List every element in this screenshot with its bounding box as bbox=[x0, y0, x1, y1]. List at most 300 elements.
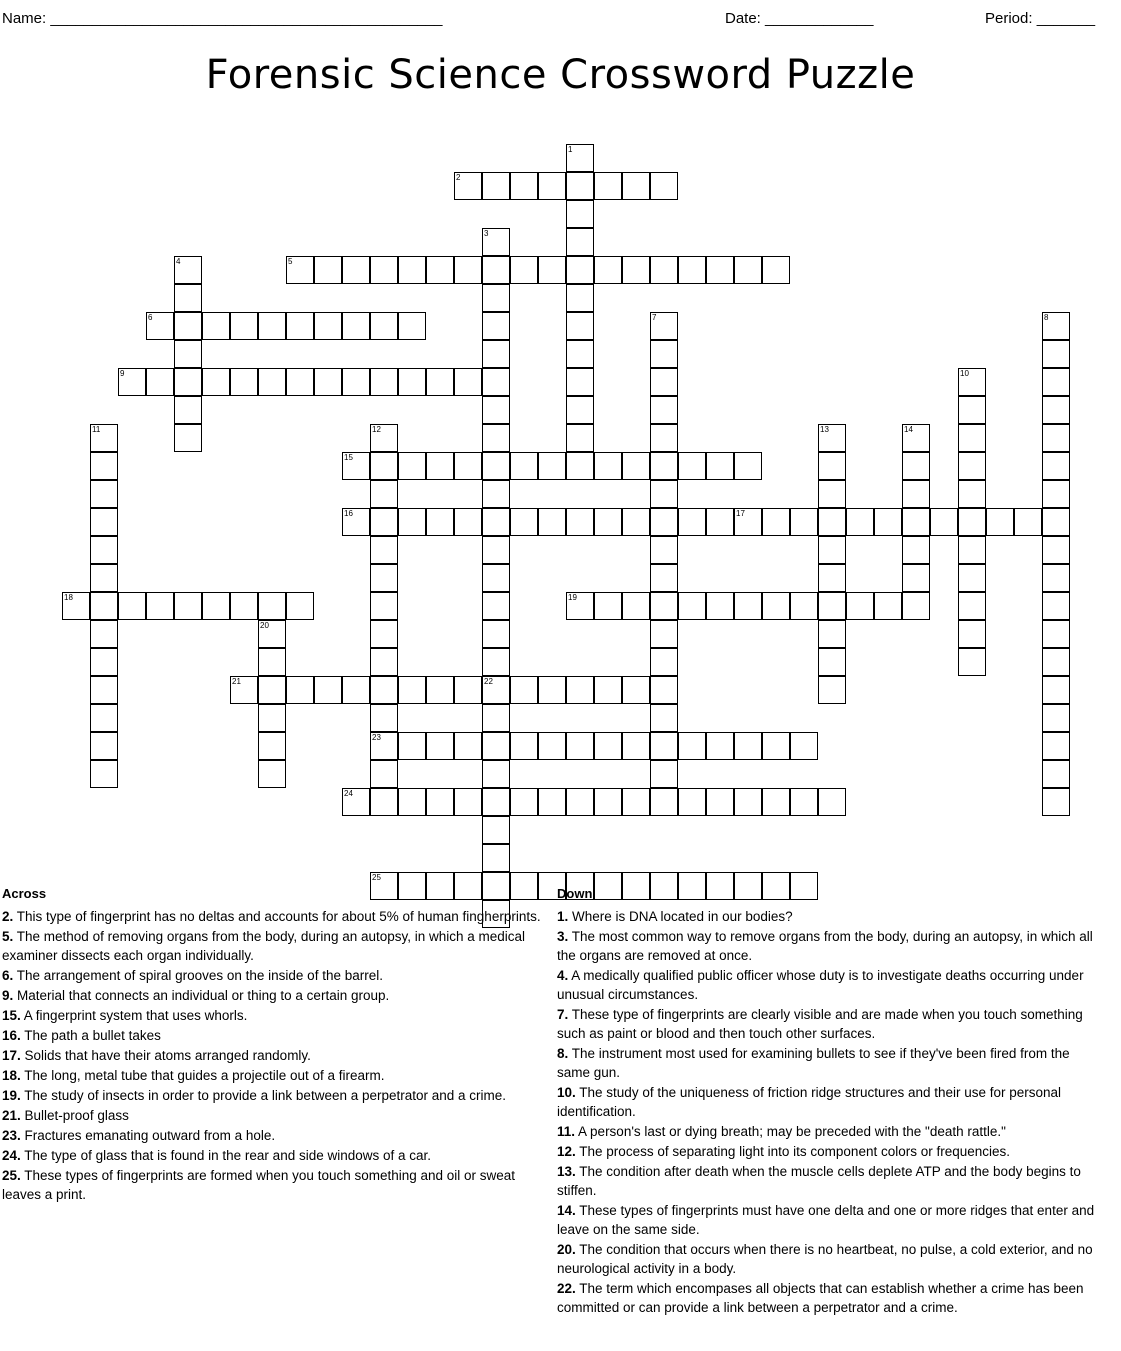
crossword-cell[interactable] bbox=[314, 676, 342, 704]
crossword-cell[interactable] bbox=[818, 480, 846, 508]
crossword-cell[interactable] bbox=[538, 452, 566, 480]
crossword-cell[interactable] bbox=[286, 676, 314, 704]
crossword-cell[interactable] bbox=[706, 788, 734, 816]
crossword-cell[interactable] bbox=[258, 592, 286, 620]
crossword-cell[interactable] bbox=[818, 648, 846, 676]
crossword-cell[interactable] bbox=[1042, 368, 1070, 396]
crossword-cell[interactable] bbox=[650, 648, 678, 676]
crossword-cell[interactable] bbox=[314, 312, 342, 340]
crossword-cell[interactable] bbox=[230, 312, 258, 340]
crossword-cell[interactable] bbox=[90, 704, 118, 732]
crossword-cell[interactable] bbox=[510, 732, 538, 760]
crossword-cell[interactable] bbox=[566, 452, 594, 480]
crossword-cell[interactable] bbox=[342, 676, 370, 704]
crossword-cell[interactable] bbox=[398, 732, 426, 760]
crossword-cell[interactable] bbox=[790, 592, 818, 620]
crossword-cell[interactable] bbox=[958, 452, 986, 480]
crossword-cell[interactable] bbox=[90, 648, 118, 676]
cell-number: 16 bbox=[344, 509, 353, 518]
crossword-cell[interactable] bbox=[902, 452, 930, 480]
crossword-cell[interactable] bbox=[650, 564, 678, 592]
crossword-cell[interactable] bbox=[734, 452, 762, 480]
crossword-cell[interactable] bbox=[1042, 536, 1070, 564]
crossword-cell[interactable] bbox=[286, 368, 314, 396]
crossword-cell[interactable] bbox=[594, 676, 622, 704]
cell-number: 17 bbox=[736, 509, 745, 518]
crossword-cell[interactable] bbox=[566, 732, 594, 760]
crossword-cell[interactable] bbox=[594, 256, 622, 284]
crossword-cell[interactable] bbox=[90, 536, 118, 564]
crossword-cell[interactable] bbox=[482, 732, 510, 760]
crossword-cell[interactable] bbox=[1042, 480, 1070, 508]
crossword-cell[interactable] bbox=[650, 424, 678, 452]
crossword-cell[interactable] bbox=[482, 312, 510, 340]
crossword-cell[interactable] bbox=[678, 508, 706, 536]
clue-text: The method of removing organs from the body, during an autopsy, in which a medical examiner dissects each organ individually. bbox=[2, 929, 526, 963]
crossword-cell[interactable] bbox=[90, 480, 118, 508]
crossword-cell[interactable] bbox=[1042, 396, 1070, 424]
crossword-cell[interactable] bbox=[426, 676, 454, 704]
cell-number: 5 bbox=[288, 257, 293, 266]
crossword-cell[interactable] bbox=[1042, 704, 1070, 732]
crossword-cell[interactable] bbox=[790, 732, 818, 760]
crossword-cell[interactable] bbox=[482, 424, 510, 452]
crossword-cell[interactable] bbox=[734, 256, 762, 284]
crossword-cell[interactable] bbox=[398, 508, 426, 536]
crossword-cell[interactable] bbox=[958, 480, 986, 508]
crossword-cell[interactable] bbox=[678, 732, 706, 760]
crossword-cell[interactable] bbox=[734, 508, 762, 536]
crossword-cell[interactable] bbox=[650, 788, 678, 816]
crossword-cell[interactable] bbox=[426, 452, 454, 480]
crossword-cell[interactable] bbox=[818, 536, 846, 564]
crossword-cell[interactable] bbox=[510, 788, 538, 816]
crossword-cell[interactable] bbox=[762, 788, 790, 816]
crossword-cell[interactable] bbox=[370, 536, 398, 564]
crossword-cell[interactable] bbox=[762, 732, 790, 760]
crossword-cell[interactable] bbox=[370, 508, 398, 536]
crossword-cell[interactable] bbox=[958, 368, 986, 396]
crossword-cell[interactable] bbox=[958, 424, 986, 452]
down-clue bbox=[557, 1240, 1102, 1278]
crossword-cell[interactable] bbox=[594, 592, 622, 620]
crossword-cell[interactable] bbox=[594, 788, 622, 816]
crossword-cell[interactable] bbox=[118, 592, 146, 620]
crossword-cell[interactable] bbox=[706, 508, 734, 536]
crossword-cell[interactable] bbox=[426, 256, 454, 284]
crossword-cell[interactable] bbox=[874, 508, 902, 536]
crossword-cell[interactable] bbox=[426, 508, 454, 536]
cell-number: 10 bbox=[960, 369, 969, 378]
crossword-cell[interactable] bbox=[566, 144, 594, 172]
crossword-cell[interactable] bbox=[1042, 424, 1070, 452]
crossword-cell[interactable] bbox=[958, 564, 986, 592]
clue-text: These types of fingerprints must have one delta and one or more ridges that enter and leave on the same side. bbox=[557, 1203, 1095, 1237]
crossword-cell[interactable] bbox=[902, 508, 930, 536]
crossword-cell[interactable] bbox=[622, 592, 650, 620]
crossword-cell[interactable] bbox=[622, 508, 650, 536]
crossword-cell[interactable] bbox=[454, 732, 482, 760]
clue-number: 16. bbox=[2, 1028, 21, 1043]
crossword-cell[interactable] bbox=[622, 256, 650, 284]
crossword-cell[interactable] bbox=[90, 676, 118, 704]
crossword-cell[interactable] bbox=[818, 592, 846, 620]
crossword-cell[interactable] bbox=[398, 452, 426, 480]
crossword-cell[interactable] bbox=[566, 200, 594, 228]
crossword-cell[interactable] bbox=[174, 256, 202, 284]
crossword-cell[interactable] bbox=[482, 564, 510, 592]
crossword-cell[interactable] bbox=[202, 312, 230, 340]
crossword-cell[interactable] bbox=[650, 396, 678, 424]
crossword-cell[interactable] bbox=[594, 172, 622, 200]
crossword-cell[interactable] bbox=[566, 676, 594, 704]
crossword-cell[interactable] bbox=[790, 508, 818, 536]
crossword-cell[interactable] bbox=[146, 312, 174, 340]
crossword-cell[interactable] bbox=[314, 256, 342, 284]
crossword-cell[interactable] bbox=[370, 256, 398, 284]
crossword-cell[interactable] bbox=[286, 592, 314, 620]
crossword-cell[interactable] bbox=[482, 788, 510, 816]
crossword-cell[interactable] bbox=[818, 508, 846, 536]
cell-number: 18 bbox=[64, 593, 73, 602]
crossword-cell[interactable] bbox=[986, 508, 1014, 536]
crossword-cell[interactable] bbox=[258, 760, 286, 788]
crossword-cell[interactable] bbox=[342, 256, 370, 284]
crossword-cell[interactable] bbox=[734, 592, 762, 620]
crossword-cell[interactable] bbox=[902, 480, 930, 508]
crossword-cell[interactable] bbox=[538, 676, 566, 704]
crossword-cell[interactable] bbox=[482, 648, 510, 676]
crossword-cell[interactable] bbox=[566, 256, 594, 284]
crossword-cell[interactable] bbox=[230, 368, 258, 396]
crossword-cell[interactable] bbox=[174, 396, 202, 424]
crossword-cell[interactable] bbox=[510, 676, 538, 704]
crossword-cell[interactable] bbox=[902, 564, 930, 592]
crossword-cell[interactable] bbox=[650, 312, 678, 340]
crossword-cell[interactable] bbox=[370, 732, 398, 760]
crossword-cell[interactable] bbox=[482, 592, 510, 620]
crossword-cell[interactable] bbox=[370, 648, 398, 676]
crossword-cell[interactable] bbox=[510, 508, 538, 536]
crossword-cell[interactable] bbox=[510, 452, 538, 480]
crossword-cell[interactable] bbox=[482, 368, 510, 396]
crossword-cell[interactable] bbox=[90, 732, 118, 760]
crossword-cell[interactable] bbox=[538, 256, 566, 284]
crossword-cell[interactable] bbox=[370, 676, 398, 704]
cell-number: 20 bbox=[260, 621, 269, 630]
crossword-cell[interactable] bbox=[1042, 620, 1070, 648]
crossword-cell[interactable] bbox=[454, 452, 482, 480]
clue-number: 19. bbox=[2, 1088, 21, 1103]
crossword-cell[interactable] bbox=[286, 256, 314, 284]
crossword-cell[interactable] bbox=[706, 452, 734, 480]
across-clue bbox=[2, 1126, 547, 1145]
crossword-cell[interactable] bbox=[482, 284, 510, 312]
crossword-cell[interactable] bbox=[370, 368, 398, 396]
crossword-cell[interactable] bbox=[650, 620, 678, 648]
crossword-cell[interactable] bbox=[482, 816, 510, 844]
crossword-cell[interactable] bbox=[594, 732, 622, 760]
crossword-cell[interactable] bbox=[202, 592, 230, 620]
crossword-cell[interactable] bbox=[958, 396, 986, 424]
crossword-cell[interactable] bbox=[622, 676, 650, 704]
across-clue bbox=[2, 927, 547, 965]
crossword-cell[interactable] bbox=[818, 564, 846, 592]
crossword-cell[interactable] bbox=[258, 648, 286, 676]
crossword-cell[interactable] bbox=[482, 844, 510, 872]
crossword-cell[interactable] bbox=[174, 284, 202, 312]
cell-number: 7 bbox=[652, 313, 657, 322]
crossword-cell[interactable] bbox=[370, 788, 398, 816]
crossword-cell[interactable] bbox=[398, 312, 426, 340]
crossword-cell[interactable] bbox=[594, 508, 622, 536]
crossword-cell[interactable] bbox=[1042, 452, 1070, 480]
crossword-cell[interactable] bbox=[818, 620, 846, 648]
crossword-cell[interactable] bbox=[566, 312, 594, 340]
crossword-cell[interactable] bbox=[734, 788, 762, 816]
crossword-cell[interactable] bbox=[622, 172, 650, 200]
crossword-cell[interactable] bbox=[286, 312, 314, 340]
crossword-cell[interactable] bbox=[342, 312, 370, 340]
crossword-cell[interactable] bbox=[454, 788, 482, 816]
crossword-cell[interactable] bbox=[454, 676, 482, 704]
crossword-cell[interactable] bbox=[622, 788, 650, 816]
crossword-cell[interactable] bbox=[566, 788, 594, 816]
crossword-cell[interactable] bbox=[566, 228, 594, 256]
crossword-cell[interactable] bbox=[258, 312, 286, 340]
crossword-cell[interactable] bbox=[482, 508, 510, 536]
crossword-cell[interactable] bbox=[650, 368, 678, 396]
crossword-cell[interactable] bbox=[90, 620, 118, 648]
crossword-cell[interactable] bbox=[678, 256, 706, 284]
crossword-cell[interactable] bbox=[258, 676, 286, 704]
crossword-cell[interactable] bbox=[398, 368, 426, 396]
crossword-cell[interactable] bbox=[1042, 592, 1070, 620]
crossword-cell[interactable] bbox=[958, 620, 986, 648]
crossword-cell[interactable] bbox=[650, 508, 678, 536]
crossword-cell[interactable] bbox=[762, 508, 790, 536]
crossword-cell[interactable] bbox=[370, 620, 398, 648]
crossword-cell[interactable] bbox=[482, 480, 510, 508]
crossword-cell[interactable] bbox=[622, 732, 650, 760]
crossword-cell[interactable] bbox=[678, 452, 706, 480]
crossword-cell[interactable] bbox=[958, 648, 986, 676]
crossword-cell[interactable] bbox=[706, 256, 734, 284]
crossword-cell[interactable] bbox=[706, 592, 734, 620]
crossword-cell[interactable] bbox=[538, 172, 566, 200]
crossword-cell[interactable] bbox=[426, 788, 454, 816]
crossword-cell[interactable] bbox=[174, 424, 202, 452]
down-clue bbox=[557, 1142, 1102, 1161]
crossword-cell[interactable] bbox=[342, 452, 370, 480]
crossword-cell[interactable] bbox=[258, 732, 286, 760]
crossword-cell[interactable] bbox=[90, 508, 118, 536]
crossword-cell[interactable] bbox=[258, 368, 286, 396]
crossword-cell[interactable] bbox=[482, 536, 510, 564]
crossword-cell[interactable] bbox=[1014, 508, 1042, 536]
crossword-cell[interactable] bbox=[566, 368, 594, 396]
crossword-cell[interactable] bbox=[146, 368, 174, 396]
crossword-cell[interactable] bbox=[398, 676, 426, 704]
clue-number: 21. bbox=[2, 1108, 21, 1123]
crossword-cell[interactable] bbox=[370, 424, 398, 452]
crossword-cell[interactable] bbox=[790, 788, 818, 816]
crossword-cell[interactable] bbox=[650, 452, 678, 480]
crossword-cell[interactable] bbox=[846, 592, 874, 620]
crossword-cell[interactable] bbox=[426, 732, 454, 760]
crossword-cell[interactable] bbox=[510, 172, 538, 200]
crossword-cell[interactable] bbox=[650, 480, 678, 508]
crossword-cell[interactable] bbox=[958, 508, 986, 536]
crossword-cell[interactable] bbox=[622, 452, 650, 480]
across-clue bbox=[2, 966, 547, 985]
crossword-cell[interactable] bbox=[566, 508, 594, 536]
crossword-cell[interactable] bbox=[566, 396, 594, 424]
crossword-cell[interactable] bbox=[202, 368, 230, 396]
crossword-cell[interactable] bbox=[650, 760, 678, 788]
down-clue bbox=[557, 1201, 1102, 1239]
crossword-cell[interactable] bbox=[230, 592, 258, 620]
crossword-cell[interactable] bbox=[1042, 508, 1070, 536]
down-clue bbox=[557, 927, 1102, 965]
crossword-cell[interactable] bbox=[454, 256, 482, 284]
down-clue bbox=[557, 1044, 1102, 1082]
crossword-cell[interactable] bbox=[566, 592, 594, 620]
crossword-cell[interactable] bbox=[902, 424, 930, 452]
crossword-cell[interactable] bbox=[818, 424, 846, 452]
crossword-cell[interactable] bbox=[818, 788, 846, 816]
crossword-cell[interactable] bbox=[454, 172, 482, 200]
cell-number: 12 bbox=[372, 425, 381, 434]
crossword-cell[interactable] bbox=[958, 592, 986, 620]
crossword-cell[interactable] bbox=[538, 788, 566, 816]
down-clue bbox=[557, 1122, 1102, 1141]
crossword-cell[interactable] bbox=[342, 508, 370, 536]
crossword-cell[interactable] bbox=[426, 368, 454, 396]
crossword-cell[interactable] bbox=[482, 676, 510, 704]
crossword-cell[interactable] bbox=[650, 340, 678, 368]
crossword-cell[interactable] bbox=[1042, 788, 1070, 816]
crossword-cell[interactable] bbox=[90, 760, 118, 788]
crossword-cell[interactable] bbox=[342, 368, 370, 396]
crossword-cell[interactable] bbox=[482, 620, 510, 648]
crossword-cell[interactable] bbox=[482, 256, 510, 284]
crossword-cell[interactable] bbox=[1042, 340, 1070, 368]
crossword-cell[interactable] bbox=[258, 704, 286, 732]
crossword-cell[interactable] bbox=[566, 172, 594, 200]
crossword-cell[interactable] bbox=[398, 256, 426, 284]
crossword-cell[interactable] bbox=[482, 340, 510, 368]
crossword-cell[interactable] bbox=[762, 592, 790, 620]
crossword-cell[interactable] bbox=[1042, 760, 1070, 788]
crossword-cell[interactable] bbox=[930, 508, 958, 536]
crossword-cell[interactable] bbox=[90, 592, 118, 620]
crossword-cell[interactable] bbox=[482, 704, 510, 732]
crossword-cell[interactable] bbox=[538, 508, 566, 536]
crossword-cell[interactable] bbox=[902, 536, 930, 564]
crossword-cell[interactable] bbox=[734, 732, 762, 760]
crossword-cell[interactable] bbox=[650, 732, 678, 760]
crossword-cell[interactable] bbox=[874, 592, 902, 620]
crossword-cell[interactable] bbox=[342, 788, 370, 816]
crossword-cell[interactable] bbox=[174, 312, 202, 340]
crossword-cell[interactable] bbox=[650, 704, 678, 732]
crossword-cell[interactable] bbox=[90, 424, 118, 452]
crossword-cell[interactable] bbox=[454, 368, 482, 396]
crossword-cell[interactable] bbox=[846, 508, 874, 536]
across-clue bbox=[2, 1066, 547, 1085]
crossword-cell[interactable] bbox=[482, 172, 510, 200]
crossword-cell[interactable] bbox=[258, 620, 286, 648]
crossword-cell[interactable] bbox=[146, 592, 174, 620]
crossword-cell[interactable] bbox=[1042, 564, 1070, 592]
crossword-cell[interactable] bbox=[818, 676, 846, 704]
crossword-cell[interactable] bbox=[230, 676, 258, 704]
crossword-cell[interactable] bbox=[370, 312, 398, 340]
clue-text: Material that connects an individual or thing to a certain group. bbox=[13, 988, 390, 1003]
crossword-cell[interactable] bbox=[762, 256, 790, 284]
crossword-cell[interactable] bbox=[650, 676, 678, 704]
crossword-cell[interactable] bbox=[650, 172, 678, 200]
crossword-cell[interactable] bbox=[510, 256, 538, 284]
crossword-cell[interactable] bbox=[370, 592, 398, 620]
crossword-cell[interactable] bbox=[398, 788, 426, 816]
page-title: Forensic Science Crossword Puzzle bbox=[205, 52, 916, 98]
crossword-cell[interactable] bbox=[650, 536, 678, 564]
crossword-cell[interactable] bbox=[62, 592, 90, 620]
crossword-cell[interactable] bbox=[678, 592, 706, 620]
crossword-cell[interactable] bbox=[650, 256, 678, 284]
crossword-cell[interactable] bbox=[370, 480, 398, 508]
crossword-cell[interactable] bbox=[538, 732, 566, 760]
crossword-cell[interactable] bbox=[706, 732, 734, 760]
crossword-cell[interactable] bbox=[594, 452, 622, 480]
crossword-cell[interactable] bbox=[174, 340, 202, 368]
crossword-cell[interactable] bbox=[482, 452, 510, 480]
crossword-cell[interactable] bbox=[482, 228, 510, 256]
crossword-cell[interactable] bbox=[566, 340, 594, 368]
crossword-cell[interactable] bbox=[818, 452, 846, 480]
crossword-cell[interactable] bbox=[370, 564, 398, 592]
crossword-cell[interactable] bbox=[90, 564, 118, 592]
crossword-cell[interactable] bbox=[1042, 648, 1070, 676]
crossword-cell[interactable] bbox=[1042, 732, 1070, 760]
crossword-cell[interactable] bbox=[1042, 676, 1070, 704]
crossword-cell[interactable] bbox=[566, 424, 594, 452]
crossword-cell[interactable] bbox=[902, 592, 930, 620]
crossword-cell[interactable] bbox=[650, 592, 678, 620]
crossword-cell[interactable] bbox=[314, 368, 342, 396]
crossword-cell[interactable] bbox=[678, 788, 706, 816]
crossword-cell[interactable] bbox=[454, 508, 482, 536]
across-clue bbox=[2, 907, 547, 926]
cell-number: 13 bbox=[820, 425, 829, 434]
crossword-cell[interactable] bbox=[958, 536, 986, 564]
crossword-cell[interactable] bbox=[566, 284, 594, 312]
crossword-cell[interactable] bbox=[370, 452, 398, 480]
crossword-cell[interactable] bbox=[370, 704, 398, 732]
crossword-cell[interactable] bbox=[90, 452, 118, 480]
crossword-cell[interactable] bbox=[174, 592, 202, 620]
crossword-cell[interactable] bbox=[370, 760, 398, 788]
crossword-cell[interactable] bbox=[1042, 312, 1070, 340]
crossword-cell[interactable] bbox=[118, 368, 146, 396]
crossword-cell[interactable] bbox=[174, 368, 202, 396]
clue-number: 9. bbox=[2, 988, 14, 1003]
crossword-cell[interactable] bbox=[482, 396, 510, 424]
crossword-cell[interactable] bbox=[482, 760, 510, 788]
clue-text: The instrument most used for examining bullets to see if they've been fired from the same gun. bbox=[557, 1046, 1070, 1080]
